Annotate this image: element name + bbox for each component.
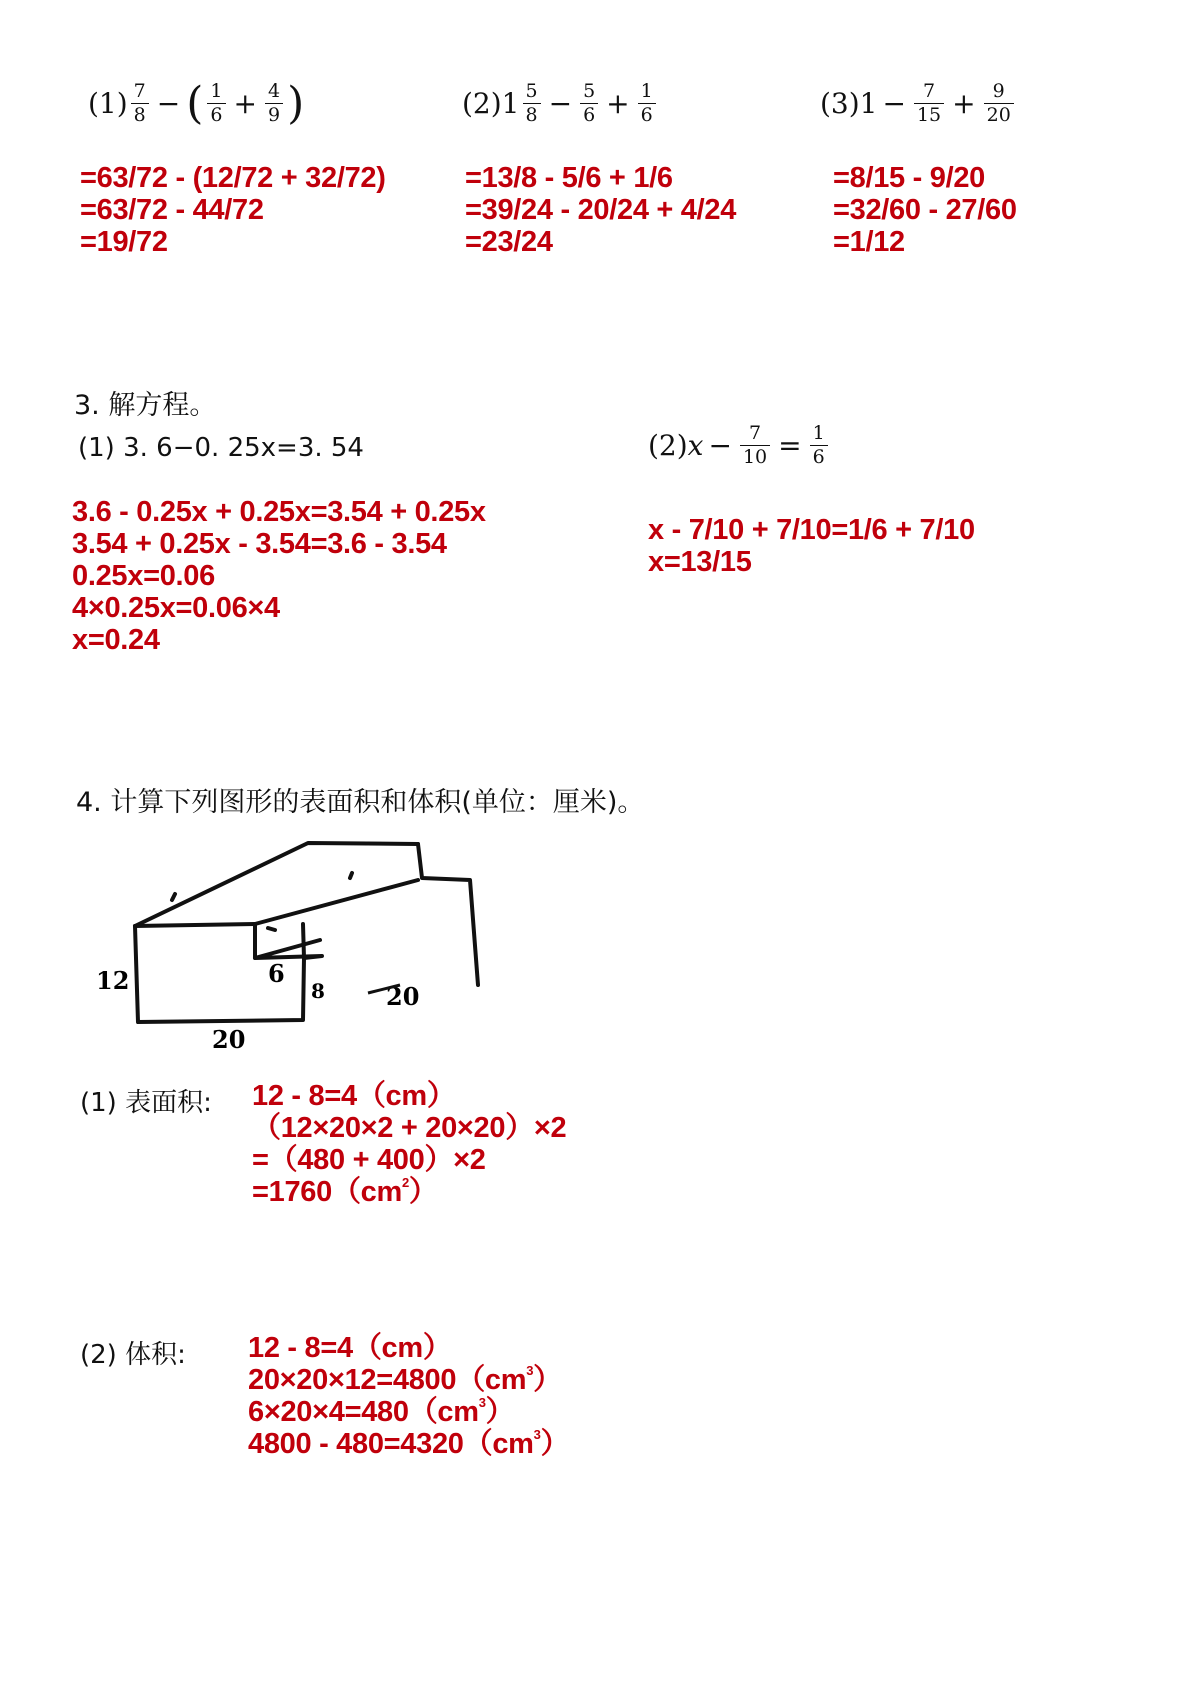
volume-answer (248, 1332, 569, 1460)
fraction: $\frac{5}{6}$ (580, 80, 598, 127)
volume-label: (2) 体积: (80, 1340, 186, 1370)
plus-sign: + (952, 87, 976, 120)
answer-line: 12 - 8=4（cm） (248, 1332, 452, 1364)
surface-area-answer (252, 1080, 566, 1208)
answer-line: 3.54 + 0.25x - 3.54=3.6 - 3.54 (72, 528, 447, 560)
whole-number: 1 (501, 87, 520, 120)
answer-line: 4×0.25x=0.06×4 (72, 592, 280, 624)
answer-line: =23/24 (465, 226, 553, 258)
label-depth: 20 (386, 982, 420, 1011)
answer-line: =13/8 - 5/6 + 1/6 (465, 162, 673, 194)
answer-line: x=0.24 (72, 624, 160, 656)
minus-sign: − (882, 87, 906, 120)
answer-line: =8/15 - 9/20 (833, 162, 985, 194)
plus-sign: + (233, 87, 257, 120)
fraction: $\frac{4}{9}$ (265, 80, 283, 127)
section-heading: 3. 解方程。 (74, 390, 217, 421)
answer-line: x=13/15 (648, 546, 752, 578)
dimension-labels (96, 959, 419, 1054)
equals-sign: = (778, 429, 802, 462)
answer-line: =63/72 - (12/72 + 32/72) (80, 162, 386, 194)
answer-line: =63/72 - 44/72 (80, 194, 264, 226)
answer-line: =（480 + 400）×2 (252, 1144, 486, 1176)
answer-line: =19/72 (80, 226, 168, 258)
answer-line: =1/12 (833, 226, 905, 258)
answer-line: x - 7/10 + 7/10=1/6 + 7/10 (648, 514, 975, 546)
minus-sign: − (708, 429, 732, 462)
answer-line: $4800 - 480=4320(cm^3)$ (248, 1427, 570, 1460)
section-heading: 4. 计算下列图形的表面积和体积(单位：厘米)。 (76, 787, 645, 818)
label-inner-height: 8 (311, 979, 325, 1003)
equation-1: (1) 3. 6−0. 25x=3. 54 (78, 433, 364, 463)
right-paren: ) (287, 77, 305, 129)
problem-label: (3) (820, 87, 860, 120)
fraction: $\frac{1}{6}$ (810, 422, 828, 469)
answer-line: $20\times 20\times 12=4800(cm^3)$ (248, 1363, 562, 1396)
fraction: $\frac{7}{10}$ (740, 422, 770, 469)
plus-sign: + (606, 87, 630, 120)
minus-sign: − (548, 87, 573, 120)
fraction: $\frac{7}{8}$ (131, 80, 149, 127)
fraction: $\frac{1}{6}$ (207, 80, 225, 127)
fraction: $\frac{1}{6}$ (638, 80, 656, 127)
problem-label: (2) (462, 87, 502, 120)
minus-sign: − (156, 87, 181, 120)
answer-line: =39/24 - 20/24 + 4/24 (465, 194, 737, 226)
fraction: $\frac{9}{20}$ (984, 80, 1014, 127)
answer-line: （12×20×2 + 20×20）×2 (252, 1112, 567, 1144)
answer-line: 0.25x=0.06 (72, 560, 215, 592)
fraction: $\frac{5}{8}$ (523, 80, 541, 127)
answer-line: 12 - 8=4（cm） (252, 1080, 456, 1112)
label-height: 12 (96, 966, 130, 995)
answer-line: $6\times 20\times 4=480(cm^3)$ (248, 1395, 515, 1428)
answer-line: =32/60 - 27/60 (833, 194, 1017, 226)
answer-line: 3.6 - 0.25x + 0.25x=3.54 + 0.25x (72, 496, 486, 528)
label-front-length: 20 (212, 1025, 246, 1054)
surface-area-label: (1) 表面积: (80, 1088, 212, 1118)
figure-lines (135, 843, 478, 1022)
problem-label: (2) (648, 429, 688, 462)
answer-line: $=1760(cm^2)$ (252, 1175, 438, 1208)
variable: x (687, 429, 704, 462)
problem-label: (1) (88, 87, 128, 120)
fraction: $\frac{7}{15}$ (914, 80, 944, 127)
whole-number: 1 (859, 87, 878, 120)
left-paren: ( (186, 77, 204, 129)
label-step-width: 6 (268, 959, 285, 988)
